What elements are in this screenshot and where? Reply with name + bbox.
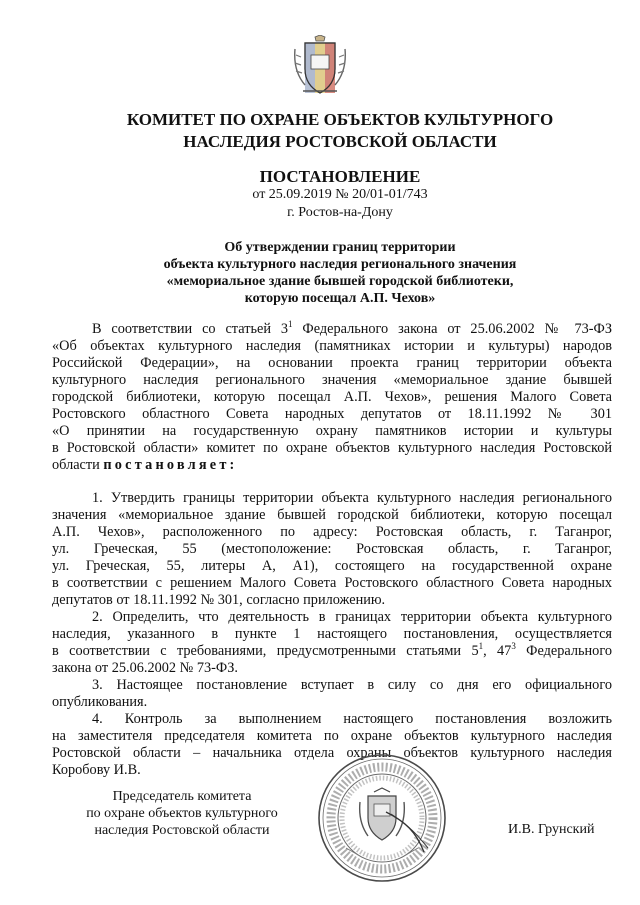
city: г. Ростов-на-Дону: [287, 205, 393, 220]
coat-of-arms-emblem: [293, 35, 347, 97]
preamble-line: «О принятии на государственную охрану памятников истории и культуры: [52, 423, 612, 439]
operative-word: постановляет:: [103, 457, 238, 473]
item-4-line: Коробову И.В.: [52, 762, 141, 778]
preamble-line: области постановляет:: [52, 457, 238, 473]
item-1-line: депутатов от 18.11.1992 № 301, согласно приложению.: [52, 592, 386, 608]
item-4-line: на заместителя председателя комитета по охране объектов культурного наследия: [52, 728, 612, 744]
title-line-2: объекта культурного наследия регионального значения: [163, 257, 517, 272]
item-2-line: в соответствии с требованиями, предусмотренными статьями $5^1$, $47^3$ Федерального: [52, 641, 612, 659]
signatory-position-line: по охране объектов культурного: [86, 806, 278, 821]
item-1-line: в соответствии с решением Малого Совета Ростовского областного Совета народных: [52, 575, 612, 591]
item-1-line: А.П. Чехов», расположенного по адресу: Ростовская область, г. Таганрог,: [52, 524, 612, 540]
item-1-line: значения «мемориальное здание бывшей городской библиотеки, которую посещал: [52, 507, 612, 523]
signatory-position-line: наследия Ростовской области: [94, 823, 270, 838]
preamble-line: в Ростовской области» комитет по охране объектов культурного наследия Ростовской: [52, 440, 612, 456]
item-3-line: опубликования.: [52, 694, 148, 710]
preamble-line: Ростовского областного Совета народных депутатов от 18.11.1992 № 301: [52, 406, 612, 422]
signatory-position-line: Председатель комитета: [112, 789, 252, 804]
preamble-line: городской библиотеки, которую посещал А.П. Чехов», решения Малого Совета: [52, 389, 612, 405]
item-1-line: ул. Греческая, 55 (местоположение: Ростовская область, г. Таганрог,: [52, 541, 612, 557]
preamble-line: «Об объектах культурного наследия (памятниках истории и культуры) народов: [52, 338, 612, 354]
organization-name-line-1: КОМИТЕТ ПО ОХРАНЕ ОБЪЕКТОВ КУЛЬТУРНОГО: [126, 110, 554, 129]
document-type: ПОСТАНОВЛЕНИЕ: [259, 167, 421, 186]
item-4-line: 4. Контроль за выполнением настоящего постановления возложить: [92, 711, 612, 727]
title-line-4: которую посещал А.П. Чехов»: [244, 291, 436, 306]
item-4-line: Ростовской области – начальника отдела охраны объектов культурного наследия: [52, 745, 612, 761]
preamble-line: культурного наследия регионального значения «мемориальное здание бывшей: [52, 372, 612, 388]
item-2-line: наследия, указанного в пункте 1 настоящего постановления, осуществляется: [52, 626, 612, 642]
item-2-line: закона от 25.06.2002 № 73-ФЗ.: [52, 660, 238, 676]
date-number: от 25.09.2019 № 20/01-01/743: [252, 187, 428, 202]
title-line-3: «мемориальное здание бывшей городской библиотеки,: [166, 274, 514, 289]
item-3-line: 3. Настоящее постановление вступает в силу со дня его официального: [92, 677, 612, 693]
signatory-name: И.В. Грунский: [508, 822, 595, 837]
title-line-1: Об утверждении границ территории: [224, 240, 456, 255]
item-2-line: 2. Определить, что деятельность в границах территории объекта культурного: [92, 609, 612, 625]
item-1-line: 1. Утвердить границы территории объекта культурного наследия регионального: [92, 490, 612, 506]
preamble-line: В соответствии со статьей $3^1$ Федерального закона от 25.06.2002 № 73-ФЗ: [92, 319, 612, 337]
item-1-line: ул. Греческая, 55, литеры А, А1), состоящего на государственной охране: [52, 558, 612, 574]
preamble-line: Российской Федерации», на основании проекта границ территории объекта: [52, 355, 612, 371]
official-seal-stamp: [316, 752, 448, 884]
organization-name-line-2: НАСЛЕДИЯ РОСТОВСКОЙ ОБЛАСТИ: [183, 132, 497, 151]
